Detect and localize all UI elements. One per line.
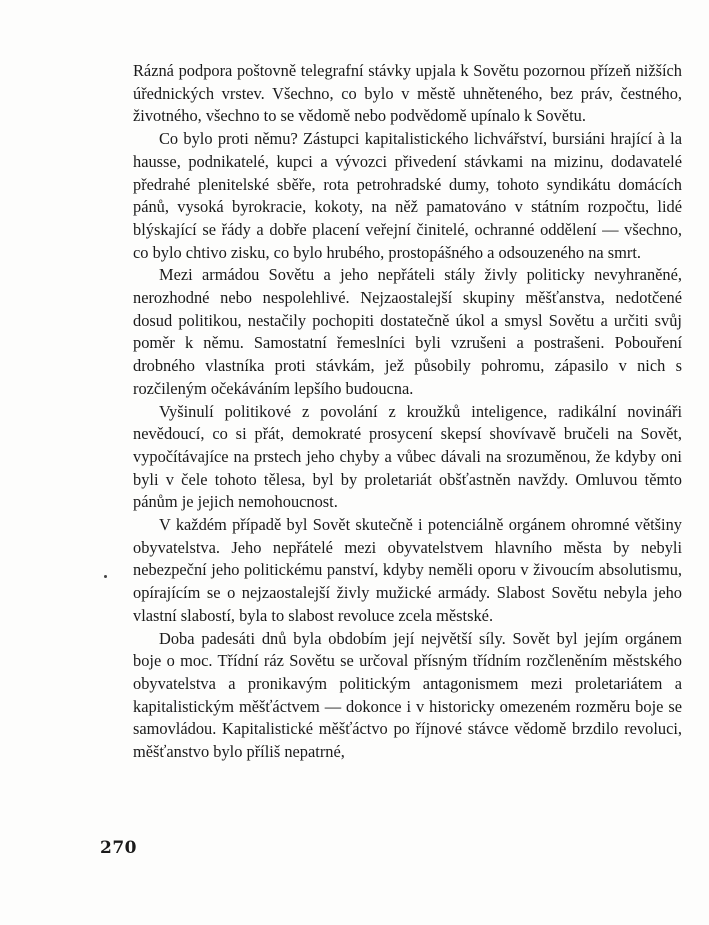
paragraph: Doba padesáti dnů byla obdobím její největší síly. Sovět byl jejím orgánem boje o moc. Třídní ráz Sovětu se určoval přísným třídním rozčleněním městského obyvatelstva a pronikavým politickým antagonismem mezi proletariátem a kapitalistickým měšťáctvem — dokonce i v historicky omezeném rozměru boje se samovládou. Kapitalistické měšťáctvo po říjnové stávce vědomě brzdilo revoluci, měšťanstvo bylo příliš nepatrné, bbox=[133, 628, 682, 762]
paragraph: Rázná podpora poštovně telegrafní stávky upjala k Sovětu pozornou přízeň nižších úřednických vrstev. Všechno, co bylo v městě uhněteného, bez práv, čestného, životného, všechno to se vědomě nebo podvědomě upínalo k Sovětu. bbox=[133, 61, 682, 126]
paragraph: Vyšinulí politikové z povolání z kroužků inteligence, radikální novináři nevědoucí, co si přát, demokraté prosycení skepsí shovívavě bručeli na Sovět, vypočítávajíce na prstech jeho chyby a vůbec dávali na srozuměnou, že kdyby oni byli v čele tohoto tělesa, byl by proletariát obšťastněn navždy. Omluvou těmto pánům je jejich nemohoucnost. bbox=[133, 401, 682, 512]
paragraph: V každém případě byl Sovět skutečně i potenciálně orgánem ohromné většiny obyvatelstva. Jeho nepřátelé mezi obyvatelstvem hlavního města by nebyli nebezpeční jeho politickému panství, kdyby neměli oporu v živoucím absolutismu, opírajícím se o nejzaostalejší živly mužické armády. Slabost Sovětu nebyla jeho vlastní slabostí, byla to slabost revoluce zcela městské. bbox=[133, 515, 682, 625]
body-text bbox=[133, 60, 682, 764]
paragraph: Mezi armádou Sovětu a jeho nepřáteli stály živly politicky nevyhraněné, nerozhodné nebo nespolehlivé. Nejzaostalejší skupiny měšťanstva, nedotčené dosud politikou, nestačily pochopiti dostatečně úkol a smysl Sovětu a určiti svůj poměr k němu. Samostatní řemeslníci byli vzrušeni a postrašeni. Pobouření drobného vlastníka proti stávkám, jež působily pohromu, zápasilo v nich s rozčileným očekáváním lepšího budoucna. bbox=[133, 265, 682, 398]
page-number: 270 bbox=[100, 838, 137, 858]
paragraph: Co bylo proti němu? Zástupci kapitalistického lichvářství, bursiáni hrající à la hausse, podnikatelé, kupci a vývozci přivedení stávkami na mizinu, dodavatelé předrahé plenitelské sběře, rota petrohradské dumy, tohoto syndikátu domácích pánů, vysoká byrokracie, kokoty, na něž pamatováno v státním rozpočtu, lidé blýskající se řády a dobře placení veřejní činitelé, ochranné oddělení — všechno, co bylo chtivo zisku, co bylo hrubého, prostopášného a odsouzeného na smrt. bbox=[133, 129, 682, 262]
margin-mark bbox=[104, 575, 107, 578]
